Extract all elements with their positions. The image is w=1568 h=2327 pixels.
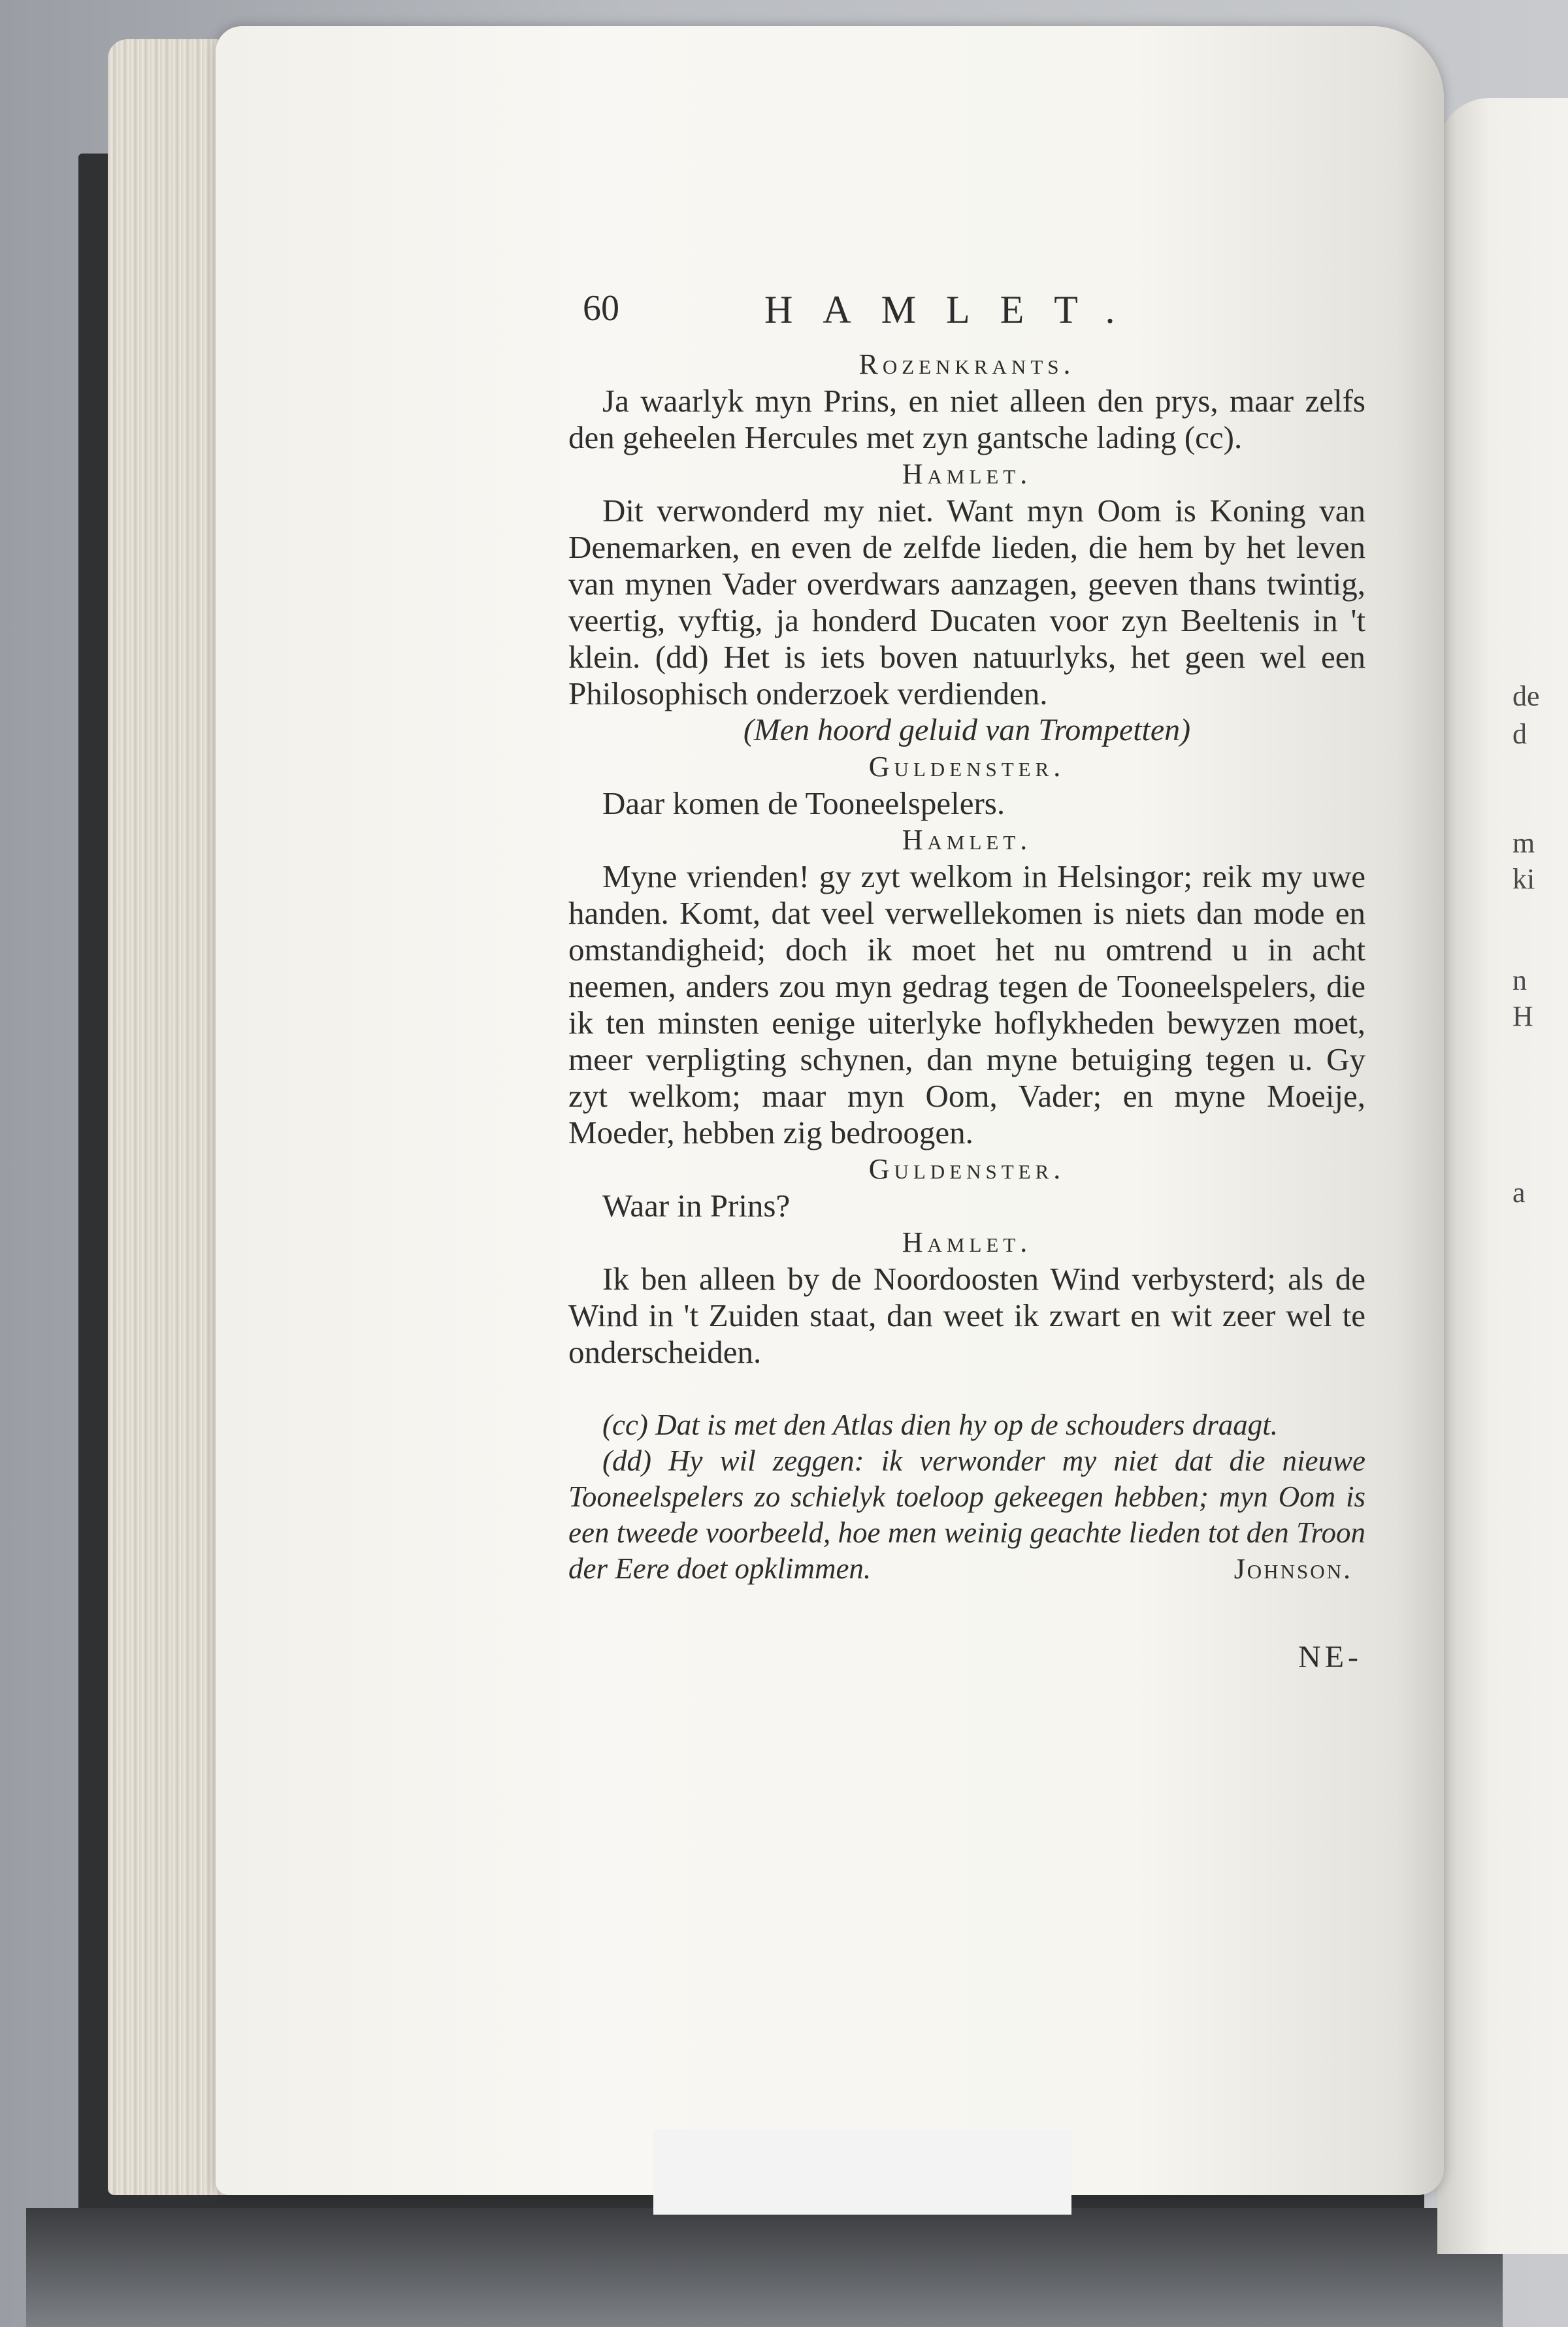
speaker-name: Hamlet. [902,458,1032,490]
running-title: HAMLET. [764,288,1145,331]
facing-page [1437,98,1568,2254]
facing-page-fragment: ki [1512,863,1535,895]
speaker-name: Hamlet. [902,824,1032,856]
page-header [568,287,1365,346]
facing-page-fragment: H [1512,1000,1533,1032]
speaker-name: Hamlet. [902,1226,1032,1258]
facing-page-fragment: m [1512,827,1535,859]
dialogue-paragraph: Waar in Prins? [602,1188,791,1224]
dialogue-paragraph: Daar komen de Tooneelspelers. [602,785,1005,821]
footnote-attribution: Johnson. [1233,1553,1352,1585]
facing-page-fragment: de [1512,680,1540,712]
facing-page-fragment: a [1512,1177,1526,1209]
speaker-name: Rozenkrants. [858,348,1075,380]
dialogue [568,346,1365,1371]
footnote: (cc) Dat is met den Atlas dien hy op de schouders draagt. [602,1408,1278,1441]
speaker-name: Guldenster. [868,1153,1066,1185]
dialogue-paragraph: Myne vrienden! gy zyt welkom in Helsingor; reik my uwe handen. Komt, dat veel verwellekomen is niets dan mode en omstandigheid; doch ik moet het nu omtrend u in acht neemen, anders zou myn gedrag tegen de Tooneelspelers, die ik ten minsten eenige uiterlyke hoflykheden bewyzen moet, meer verpligting schynen, dan myne betuiging tegen u. Gy zyt welkom; maar myn Oom, Vader; en myne Moeije, Moeder, hebben zig bedroogen. [568,858,1365,1150]
dialogue-paragraph: Ik ben alleen by de Noordoosten Wind verbysterd; als de Wind in 't Zuiden staat, dan weet ik zwart en wit zeer wel te onderscheiden. [568,1261,1365,1370]
page-number: 60 [583,288,619,329]
dialogue-paragraph: Dit verwonderd my niet. Want myn Oom is Koning van Denemarken, en even de zelfde lieden, die hem by het leven van mynen Vader overdwars aanzagen, geeven thans twintig, veertig, vyftig, ja honderd Ducaten voor zyn Beeltenis in 't klein. (dd) Het is iets boven natuurlyks, het geen wel een Philosophisch onderzoek verdienden. [568,493,1365,711]
dialogue-paragraph: Ja waarlyk myn Prins, en niet alleen den prys, maar zelfs den geheelen Hercules met zyn gantsche lading (cc). [568,383,1365,455]
catchword: NE- [1298,1640,1362,1674]
spacer [568,1371,1365,1407]
stage-direction: (Men hoord geluid van Trompetten) [743,713,1191,747]
redaction-box [653,2130,1071,2215]
facing-page-fragment: d [1512,718,1527,750]
table-surface [26,2208,1503,2327]
page-text [568,287,1365,1675]
speaker-name: Guldenster. [868,751,1066,783]
facing-page-fragment: n [1512,964,1527,996]
footnote: (dd) Hy wil zeggen: ik verwonder my niet dat die nieuwe Tooneelspelers zo schielyk toeloop gekeegen hebben; myn Oom is een tweede voorbeeld, hoe men weinig geachte lieden tot den Troon der Eere doet opklimmen. [568,1444,1365,1585]
